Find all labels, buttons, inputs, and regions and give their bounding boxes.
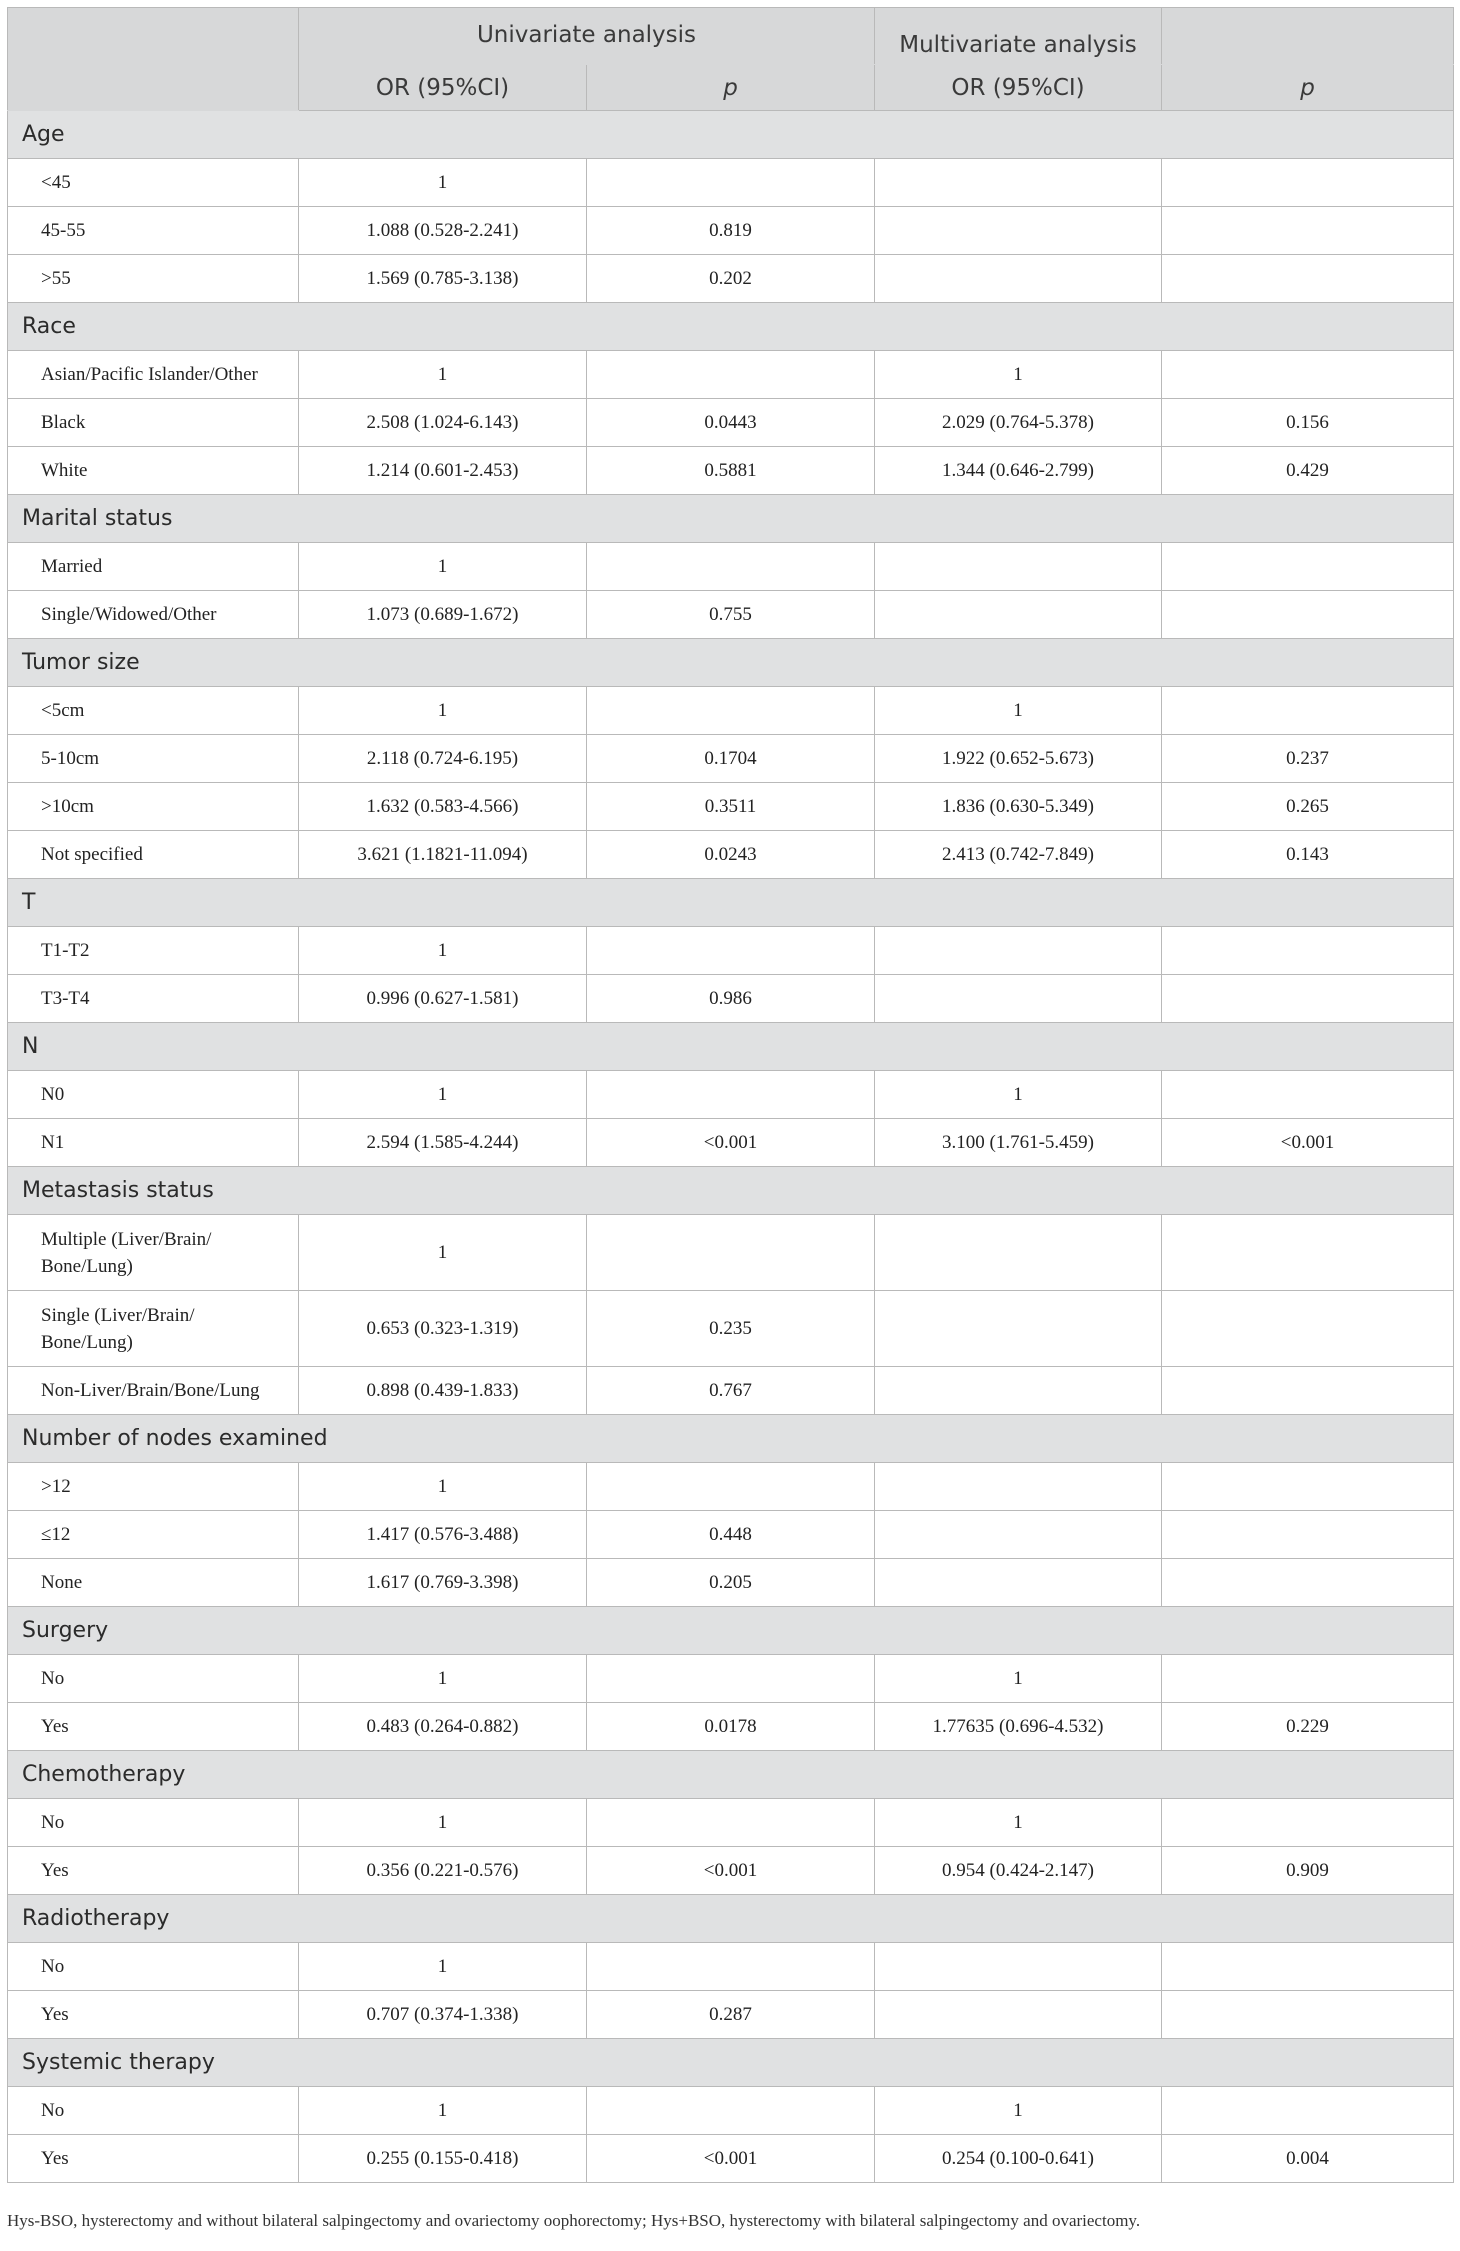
multivariate-or-cell: 1 <box>875 351 1162 399</box>
category-row <box>8 1415 1454 1463</box>
table-row <box>8 1071 1454 1119</box>
row-label: No <box>8 1655 299 1703</box>
univariate-p-cell: 0.202 <box>587 255 875 303</box>
multivariate-or-cell <box>875 543 1162 591</box>
row-label: Single (Liver/Brain/ Bone/Lung) <box>8 1291 299 1367</box>
univariate-p-cell <box>587 1215 875 1291</box>
multivariate-or-cell: 3.100 (1.761-5.459) <box>875 1119 1162 1167</box>
multivariate-p-cell: 0.909 <box>1162 1847 1454 1895</box>
univariate-or-cell: 1 <box>299 2087 587 2135</box>
table-row <box>8 927 1454 975</box>
multivariate-or-cell: 1.836 (0.630-5.349) <box>875 783 1162 831</box>
row-label: Multiple (Liver/Brain/ Bone/Lung) <box>8 1215 299 1291</box>
row-label: No <box>8 1943 299 1991</box>
univariate-or-cell: 1 <box>299 1655 587 1703</box>
multivariate-or-cell: 1 <box>875 687 1162 735</box>
multivariate-p-cell <box>1162 351 1454 399</box>
header-uni-or: OR (95%CI) <box>299 65 587 111</box>
multivariate-p-cell: 0.004 <box>1162 2135 1454 2183</box>
multivariate-or-cell: 1 <box>875 1071 1162 1119</box>
table-row <box>8 1215 1454 1291</box>
category-label: Radiotherapy <box>8 1895 1454 1943</box>
multivariate-or-cell: 2.413 (0.742-7.849) <box>875 831 1162 879</box>
multivariate-or-cell: 1.922 (0.652-5.673) <box>875 735 1162 783</box>
univariate-or-cell: 0.255 (0.155-0.418) <box>299 2135 587 2183</box>
table-row <box>8 1291 1454 1367</box>
multivariate-p-cell <box>1162 1991 1454 2039</box>
univariate-or-cell: 1.088 (0.528-2.241) <box>299 207 587 255</box>
category-row <box>8 639 1454 687</box>
row-label: N0 <box>8 1071 299 1119</box>
table-header <box>8 8 1454 111</box>
row-label: Yes <box>8 1703 299 1751</box>
univariate-p-cell <box>587 1799 875 1847</box>
multivariate-or-cell: 1 <box>875 1655 1162 1703</box>
table-row <box>8 735 1454 783</box>
category-row <box>8 495 1454 543</box>
table-footnote: Hys-BSO, hysterectomy and without bilateral salpingectomy and ovariectomy oophorectomy; Hys+BSO, hysterectomy with bilateral salpingectomy and ovariectomy. <box>7 2211 1141 2230</box>
table-row <box>8 1511 1454 1559</box>
table-row <box>8 1991 1454 2039</box>
table-row <box>8 255 1454 303</box>
table-row <box>8 831 1454 879</box>
univariate-p-cell: <0.001 <box>587 1119 875 1167</box>
multivariate-p-cell <box>1162 1367 1454 1415</box>
category-label: Number of nodes examined <box>8 1415 1454 1463</box>
category-row <box>8 2039 1454 2087</box>
univariate-p-cell <box>587 927 875 975</box>
multivariate-p-cell <box>1162 1463 1454 1511</box>
category-label: Tumor size <box>8 639 1454 687</box>
table-row <box>8 1847 1454 1895</box>
category-row <box>8 1167 1454 1215</box>
univariate-p-cell: <0.001 <box>587 2135 875 2183</box>
univariate-or-cell: 2.594 (1.585-4.244) <box>299 1119 587 1167</box>
table-row <box>8 783 1454 831</box>
univariate-or-cell: 1.417 (0.576-3.488) <box>299 1511 587 1559</box>
univariate-p-cell: 0.0443 <box>587 399 875 447</box>
table-row <box>8 975 1454 1023</box>
table-row <box>8 1799 1454 1847</box>
univariate-p-cell <box>587 543 875 591</box>
univariate-or-cell: 1 <box>299 1071 587 1119</box>
multivariate-or-cell <box>875 1367 1162 1415</box>
multivariate-or-cell <box>875 927 1162 975</box>
univariate-or-cell: 1.073 (0.689-1.672) <box>299 591 587 639</box>
multivariate-or-cell: 1 <box>875 1799 1162 1847</box>
category-row <box>8 1751 1454 1799</box>
category-label: Chemotherapy <box>8 1751 1454 1799</box>
table-row <box>8 543 1454 591</box>
header-multivariate: Multivariate analysis <box>875 8 1162 65</box>
multivariate-or-cell: 1.344 (0.646-2.799) <box>875 447 1162 495</box>
multivariate-p-cell <box>1162 687 1454 735</box>
category-label: Race <box>8 303 1454 351</box>
univariate-p-cell: 0.0178 <box>587 1703 875 1751</box>
row-label: Not specified <box>8 831 299 879</box>
univariate-or-cell: 1 <box>299 1799 587 1847</box>
univariate-p-cell: <0.001 <box>587 1847 875 1895</box>
univariate-or-cell: 0.707 (0.374-1.338) <box>299 1991 587 2039</box>
multivariate-or-cell <box>875 975 1162 1023</box>
row-label: Black <box>8 399 299 447</box>
univariate-or-cell: 1 <box>299 543 587 591</box>
univariate-p-cell: 0.819 <box>587 207 875 255</box>
row-label: N1 <box>8 1119 299 1167</box>
multivariate-or-cell: 0.954 (0.424-2.147) <box>875 1847 1162 1895</box>
category-row <box>8 111 1454 159</box>
univariate-or-cell: 1.617 (0.769-3.398) <box>299 1559 587 1607</box>
multivariate-or-cell <box>875 1215 1162 1291</box>
category-label: N <box>8 1023 1454 1071</box>
multivariate-or-cell <box>875 1463 1162 1511</box>
row-label: No <box>8 1799 299 1847</box>
row-label: T1-T2 <box>8 927 299 975</box>
row-label: Single/Widowed/Other <box>8 591 299 639</box>
row-label: Non-Liver/Brain/Bone/Lung <box>8 1367 299 1415</box>
univariate-or-cell: 1 <box>299 1463 587 1511</box>
row-label: ≤12 <box>8 1511 299 1559</box>
category-row <box>8 1607 1454 1655</box>
multivariate-p-cell: 0.143 <box>1162 831 1454 879</box>
category-label: Age <box>8 111 1454 159</box>
table-body <box>8 111 1454 2183</box>
header-corner <box>8 8 299 111</box>
table-row <box>8 1559 1454 1607</box>
table-row <box>8 591 1454 639</box>
multivariate-p-cell <box>1162 1799 1454 1847</box>
univariate-or-cell: 2.118 (0.724-6.195) <box>299 735 587 783</box>
table-row <box>8 1119 1454 1167</box>
category-label: Surgery <box>8 1607 1454 1655</box>
univariate-or-cell: 1 <box>299 1943 587 1991</box>
row-label: <45 <box>8 159 299 207</box>
row-label: >55 <box>8 255 299 303</box>
multivariate-or-cell <box>875 207 1162 255</box>
multivariate-p-cell <box>1162 927 1454 975</box>
univariate-p-cell: 0.235 <box>587 1291 875 1367</box>
multivariate-or-cell: 0.254 (0.100-0.641) <box>875 2135 1162 2183</box>
row-label: 5-10cm <box>8 735 299 783</box>
category-label: Marital status <box>8 495 1454 543</box>
row-label: Yes <box>8 2135 299 2183</box>
univariate-p-cell <box>587 1655 875 1703</box>
univariate-or-cell: 1 <box>299 1215 587 1291</box>
row-label: 45-55 <box>8 207 299 255</box>
multivariate-p-cell <box>1162 1071 1454 1119</box>
regression-table-container <box>7 7 1453 2183</box>
univariate-or-cell: 2.508 (1.024-6.143) <box>299 399 587 447</box>
header-univariate: Univariate analysis <box>299 8 875 65</box>
row-label: >10cm <box>8 783 299 831</box>
univariate-or-cell: 0.356 (0.221-0.576) <box>299 1847 587 1895</box>
row-label: No <box>8 2087 299 2135</box>
univariate-p-cell: 0.3511 <box>587 783 875 831</box>
univariate-p-cell <box>587 1463 875 1511</box>
table-row <box>8 1463 1454 1511</box>
multivariate-or-cell <box>875 159 1162 207</box>
univariate-p-cell: 0.287 <box>587 1991 875 2039</box>
univariate-or-cell: 0.996 (0.627-1.581) <box>299 975 587 1023</box>
header-multi-or: OR (95%CI) <box>875 65 1162 111</box>
multivariate-or-cell: 1 <box>875 2087 1162 2135</box>
multivariate-p-cell <box>1162 1291 1454 1367</box>
multivariate-p-cell: 0.265 <box>1162 783 1454 831</box>
table-row <box>8 2135 1454 2183</box>
row-label: >12 <box>8 1463 299 1511</box>
multivariate-p-cell: 0.237 <box>1162 735 1454 783</box>
multivariate-p-cell <box>1162 1511 1454 1559</box>
row-label: White <box>8 447 299 495</box>
univariate-p-cell: 0.205 <box>587 1559 875 1607</box>
multivariate-p-cell <box>1162 591 1454 639</box>
multivariate-p-cell <box>1162 1215 1454 1291</box>
table-row <box>8 2087 1454 2135</box>
category-label: Systemic therapy <box>8 2039 1454 2087</box>
multivariate-p-cell <box>1162 207 1454 255</box>
header-blank <box>1162 8 1454 65</box>
category-row <box>8 1895 1454 1943</box>
row-label: Asian/Pacific Islander/Other <box>8 351 299 399</box>
univariate-p-cell <box>587 1071 875 1119</box>
univariate-p-cell: 0.1704 <box>587 735 875 783</box>
table-row <box>8 1703 1454 1751</box>
multivariate-p-cell <box>1162 255 1454 303</box>
table-row <box>8 1943 1454 1991</box>
univariate-p-cell: 0.986 <box>587 975 875 1023</box>
multivariate-p-cell <box>1162 543 1454 591</box>
table-row <box>8 207 1454 255</box>
univariate-p-cell <box>587 1943 875 1991</box>
univariate-p-cell <box>587 2087 875 2135</box>
multivariate-or-cell <box>875 1991 1162 2039</box>
univariate-p-cell <box>587 351 875 399</box>
multivariate-or-cell <box>875 591 1162 639</box>
univariate-or-cell: 1 <box>299 351 587 399</box>
category-row <box>8 1023 1454 1071</box>
table-row <box>8 447 1454 495</box>
multivariate-p-cell: 0.156 <box>1162 399 1454 447</box>
category-row <box>8 879 1454 927</box>
category-row <box>8 303 1454 351</box>
univariate-or-cell: 1.214 (0.601-2.453) <box>299 447 587 495</box>
univariate-p-cell <box>587 159 875 207</box>
univariate-p-cell: 0.0243 <box>587 831 875 879</box>
univariate-or-cell: 1.569 (0.785-3.138) <box>299 255 587 303</box>
multivariate-p-cell <box>1162 2087 1454 2135</box>
multivariate-or-cell <box>875 1511 1162 1559</box>
category-label: T <box>8 879 1454 927</box>
multivariate-p-cell <box>1162 1559 1454 1607</box>
multivariate-or-cell <box>875 1943 1162 1991</box>
univariate-or-cell: 0.653 (0.323-1.319) <box>299 1291 587 1367</box>
multivariate-p-cell: 0.229 <box>1162 1703 1454 1751</box>
header-uni-p: p <box>587 65 875 111</box>
univariate-or-cell: 0.898 (0.439-1.833) <box>299 1367 587 1415</box>
univariate-or-cell: 3.621 (1.1821-11.094) <box>299 831 587 879</box>
row-label: T3-T4 <box>8 975 299 1023</box>
row-label: <5cm <box>8 687 299 735</box>
table-row <box>8 351 1454 399</box>
univariate-p-cell <box>587 687 875 735</box>
multivariate-or-cell <box>875 255 1162 303</box>
row-label: Yes <box>8 1991 299 2039</box>
table-row <box>8 399 1454 447</box>
row-label: None <box>8 1559 299 1607</box>
multivariate-or-cell <box>875 1291 1162 1367</box>
univariate-or-cell: 1 <box>299 927 587 975</box>
table-row <box>8 1655 1454 1703</box>
table-row <box>8 159 1454 207</box>
regression-table <box>7 7 1454 2183</box>
multivariate-or-cell <box>875 1559 1162 1607</box>
multivariate-or-cell: 2.029 (0.764-5.378) <box>875 399 1162 447</box>
multivariate-p-cell <box>1162 159 1454 207</box>
row-label: Married <box>8 543 299 591</box>
univariate-p-cell: 0.5881 <box>587 447 875 495</box>
univariate-or-cell: 1 <box>299 159 587 207</box>
univariate-or-cell: 0.483 (0.264-0.882) <box>299 1703 587 1751</box>
table-row <box>8 1367 1454 1415</box>
univariate-or-cell: 1.632 (0.583-4.566) <box>299 783 587 831</box>
multivariate-or-cell: 1.77635 (0.696-4.532) <box>875 1703 1162 1751</box>
multivariate-p-cell: <0.001 <box>1162 1119 1454 1167</box>
row-label: Yes <box>8 1847 299 1895</box>
multivariate-p-cell <box>1162 1943 1454 1991</box>
univariate-p-cell: 0.448 <box>587 1511 875 1559</box>
univariate-p-cell: 0.767 <box>587 1367 875 1415</box>
multivariate-p-cell <box>1162 975 1454 1023</box>
header-multi-p: p <box>1162 65 1454 111</box>
multivariate-p-cell <box>1162 1655 1454 1703</box>
multivariate-p-cell: 0.429 <box>1162 447 1454 495</box>
category-label: Metastasis status <box>8 1167 1454 1215</box>
table-row <box>8 687 1454 735</box>
univariate-p-cell: 0.755 <box>587 591 875 639</box>
univariate-or-cell: 1 <box>299 687 587 735</box>
